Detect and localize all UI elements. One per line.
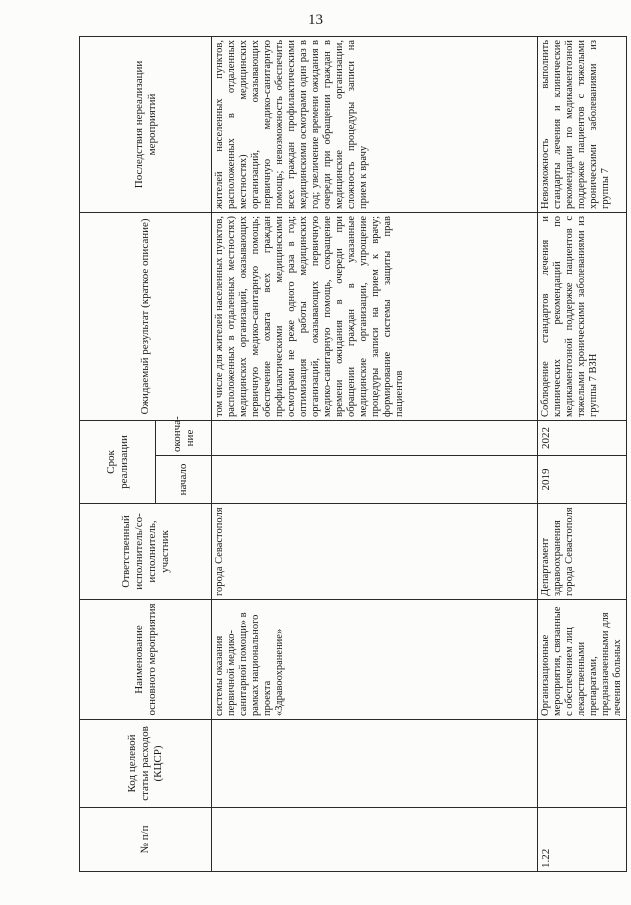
cell-start: 2019 xyxy=(538,456,627,504)
cell-kcsr xyxy=(212,720,538,808)
cell-name: системы оказания первичной медико-санитарной помощи» в рамках национального проекта «Здравоохранение» xyxy=(212,600,538,720)
header-num: № п/п xyxy=(80,808,212,872)
header-consequences: Последствия нереализации мероприятий xyxy=(80,36,212,212)
cell-consequences: жителей населенных пунктов, расположенных в отдаленных местностях) медицинских организаций, оказывающих первичную медико-санитарную помощь; невозможность обеспечить всех граждан профилактическими медицинскими осмотрами один раз в год; увеличение времени ожидания в очереди при обращении граждан в медицинские организации, сложность процедуры записи на прием к врачу xyxy=(212,36,538,212)
header-period: Срок реализации xyxy=(80,420,156,503)
cell-kcsr xyxy=(538,720,627,808)
header-responsible: Ответственный исполнитель/со-исполнитель, участник xyxy=(80,504,212,600)
header-result: Ожидаемый результат (краткое описание) xyxy=(80,212,212,420)
measures-table xyxy=(79,36,627,872)
cell-num: 1.22 xyxy=(538,808,627,872)
cell-end: 2022 xyxy=(538,420,627,455)
table-row xyxy=(212,36,538,871)
header-start: начало xyxy=(156,456,212,504)
rotated-table-wrapper xyxy=(79,37,623,872)
cell-responsible: Департамент здравоохранения города Севастополя xyxy=(538,504,627,600)
cell-num xyxy=(212,808,538,872)
cell-name: Организационные мероприятия, связанные с обеспечением лиц лекарственными препаратами, предназначенными для лечения больных xyxy=(538,600,627,720)
cell-consequences: Невозможность выполнить стандарты лечения и клинические рекомендации по медикаментозной поддержке пациентов с тяжелыми хроническими заболеваниями из группы 7 xyxy=(538,36,627,212)
header-kcsr: Код целевой статьи расходов (КЦСР) xyxy=(80,720,212,808)
header-end: оконча-ние xyxy=(156,420,212,455)
table-row xyxy=(538,36,627,871)
cell-start xyxy=(212,456,538,504)
header-name: Наименование основного мероприятия xyxy=(80,600,212,720)
cell-result: Соблюдение стандартов лечения и клинических рекомендаций по медикаментозной поддержке пациентов с тяжелыми хроническими заболеваниями из группы 7 ВЗН xyxy=(538,212,627,420)
page-number: 13 xyxy=(308,12,323,28)
cell-end xyxy=(212,420,538,455)
cell-responsible: города Севастополя xyxy=(212,504,538,600)
cell-result: том числе для жителей населенных пунктов, расположенных в отдаленных местностях) медицинских организаций, оказывающих первичную медико-санитарную помощь; обеспечение охвата всех граждан профилактическими медицинскими осмотрами не реже одного раза в год; оптимизация работы медицинских организаций, оказывающих первичную медико-санитарную помощь, сокращение времени ожидания в очереди при обращении граждан в указанные медицинские организации, упрощение процедуры записи на прием к врачу; формирование системы защиты прав пациентов xyxy=(212,212,538,420)
